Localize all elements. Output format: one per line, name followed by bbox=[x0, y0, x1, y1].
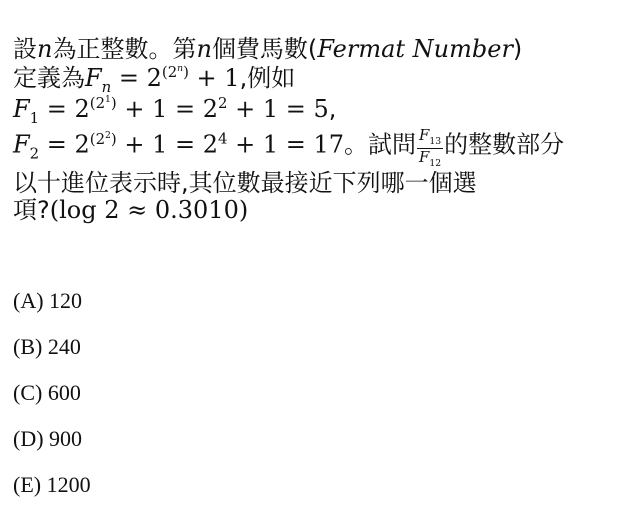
den-sub: 12 bbox=[429, 157, 442, 169]
num-sub: 13 bbox=[429, 136, 442, 148]
question-line-2 bbox=[13, 64, 633, 96]
option-label: (C) bbox=[13, 380, 43, 405]
formula-tail: + 1 = 5 bbox=[227, 95, 329, 124]
formula-eq: = 2 bbox=[39, 131, 90, 160]
option-value: 1200 bbox=[46, 472, 91, 497]
var-F1: F bbox=[13, 95, 30, 124]
exp-sup: 2 bbox=[105, 130, 111, 142]
text-comma: , bbox=[328, 95, 337, 124]
formula-exp bbox=[90, 94, 117, 112]
sub-n: n bbox=[101, 77, 112, 96]
option-label: (D) bbox=[13, 426, 44, 451]
fraction-denominator bbox=[417, 149, 443, 170]
formula-exp bbox=[90, 130, 117, 148]
option-e[interactable] bbox=[13, 470, 91, 516]
text-set: 設 bbox=[13, 35, 37, 63]
fraction-F13-F12 bbox=[417, 127, 443, 169]
option-label: (E) bbox=[13, 472, 42, 497]
num-F: F bbox=[419, 126, 430, 145]
option-label: (B) bbox=[13, 334, 43, 359]
exp-base: (2 bbox=[89, 130, 106, 149]
option-value: 240 bbox=[47, 334, 81, 359]
exp-sup: 1 bbox=[105, 94, 111, 106]
exp2: 2 bbox=[218, 94, 228, 113]
sub-2: 2 bbox=[29, 144, 40, 163]
den-F: F bbox=[419, 147, 430, 166]
var-F: F bbox=[85, 63, 102, 92]
formula-eq: = 2 bbox=[111, 63, 162, 92]
var-n: n bbox=[37, 35, 53, 63]
text-integer-part: 的整數部分 bbox=[444, 131, 565, 160]
option-d[interactable] bbox=[13, 424, 91, 470]
option-value: 900 bbox=[49, 426, 83, 451]
text-defined-as: 定義為 bbox=[13, 63, 85, 92]
question-line-4 bbox=[13, 127, 633, 169]
question-line-3 bbox=[13, 95, 633, 127]
exp-base: (2 bbox=[89, 94, 106, 113]
formula-tail: + 1 = 17 bbox=[227, 131, 345, 160]
text-fermat-cn: 個費馬數( bbox=[211, 35, 318, 63]
text-paren-close: ) bbox=[512, 35, 523, 63]
exp-base: (2 bbox=[161, 62, 178, 81]
options-list bbox=[13, 286, 91, 516]
question-line-1 bbox=[13, 36, 633, 64]
formula-eq: = 2 bbox=[39, 95, 90, 124]
var-F2: F bbox=[13, 131, 30, 160]
exp-sup: n bbox=[177, 62, 184, 74]
option-c[interactable] bbox=[13, 378, 91, 424]
option-value: 120 bbox=[49, 288, 83, 313]
option-a[interactable] bbox=[13, 286, 91, 332]
question-line-5: 以十進位表示時,其位數最接近下列哪一個選 bbox=[13, 168, 477, 197]
exp-close: ) bbox=[183, 62, 189, 81]
formula-exp bbox=[162, 63, 189, 81]
exp2: 4 bbox=[218, 130, 228, 149]
question-line-6 bbox=[13, 197, 633, 225]
text-positive-integer: 為正整數。第 bbox=[52, 35, 197, 63]
option-value: 600 bbox=[47, 380, 81, 405]
log-hint: (log 2 ≈ 0.3010) bbox=[49, 196, 249, 225]
option-b[interactable] bbox=[13, 332, 91, 378]
text-for-example: ,例如 bbox=[239, 63, 296, 92]
text-fermat-en: Fermat Number bbox=[317, 35, 513, 63]
text-option: 項? bbox=[13, 196, 50, 225]
exp-close: ) bbox=[110, 130, 117, 149]
var-n-2: n bbox=[196, 35, 212, 63]
option-label: (A) bbox=[13, 288, 44, 313]
formula-tail: + 1 bbox=[188, 63, 240, 92]
question-text bbox=[13, 36, 633, 225]
formula-mid: + 1 = 2 bbox=[116, 131, 219, 160]
fraction-numerator bbox=[417, 127, 443, 149]
formula-mid: + 1 = 2 bbox=[116, 95, 219, 124]
exp-close: ) bbox=[110, 94, 117, 113]
text-ask: 。試問 bbox=[344, 131, 417, 160]
sub-1: 1 bbox=[29, 109, 40, 128]
